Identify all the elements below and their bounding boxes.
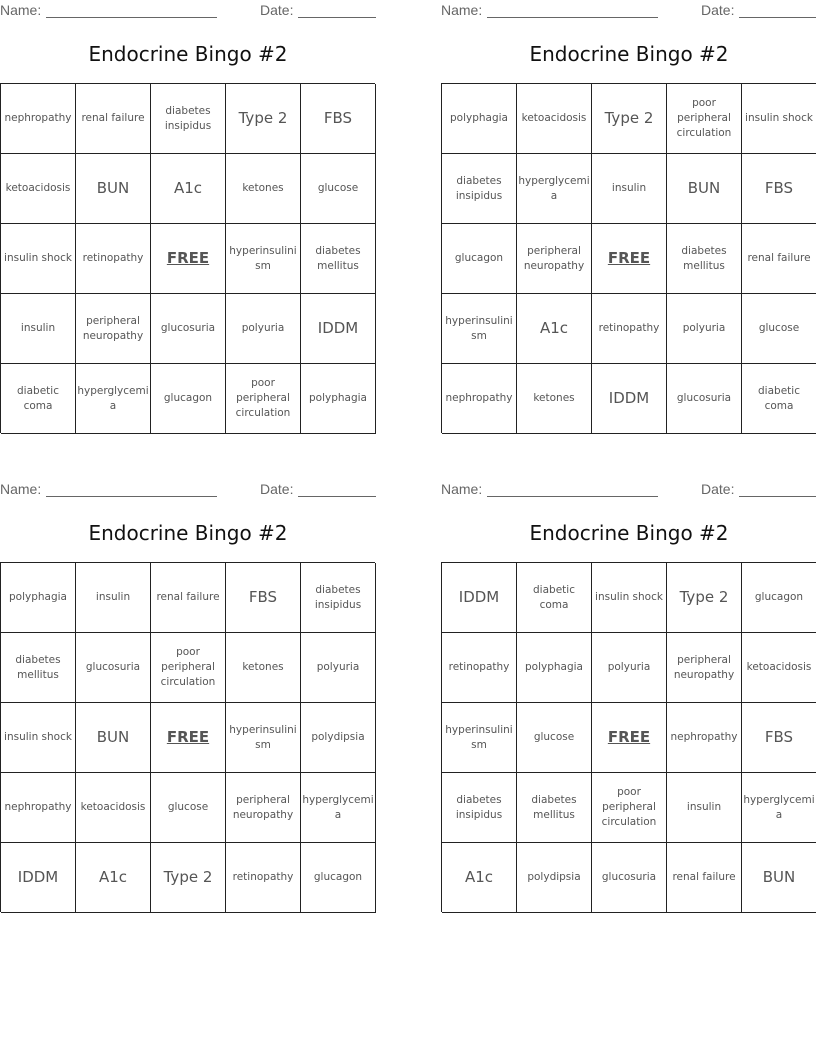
bingo-cell[interactable]: hyperglycemia xyxy=(76,364,151,434)
bingo-cell[interactable]: insulin shock xyxy=(742,84,816,154)
bingo-cell[interactable]: hyperglycemia xyxy=(301,773,376,843)
name-label: Name: xyxy=(0,481,42,497)
card-title: Endocrine Bingo #2 xyxy=(88,42,288,66)
bingo-cell[interactable]: insulin xyxy=(592,154,667,224)
bingo-cell[interactable]: glucagon xyxy=(442,224,517,294)
bingo-cell[interactable]: ketones xyxy=(226,633,301,703)
date-field[interactable] xyxy=(298,17,376,18)
bingo-cell[interactable]: glucose xyxy=(151,773,226,843)
bingo-cell[interactable]: A1c xyxy=(151,154,226,224)
bingo-cell[interactable]: insulin xyxy=(1,294,76,364)
bingo-cell[interactable]: insulin xyxy=(76,563,151,633)
card-header xyxy=(0,479,376,499)
date-label: Date: xyxy=(260,2,294,18)
bingo-cell[interactable]: glucagon xyxy=(301,843,376,913)
free-space-cell[interactable]: FREE xyxy=(592,703,667,773)
bingo-cell[interactable]: retinopathy xyxy=(592,294,667,364)
bingo-cell[interactable]: polyphagia xyxy=(517,633,592,703)
bingo-cell[interactable]: diabetes insipidus xyxy=(151,84,226,154)
bingo-cell[interactable]: glucose xyxy=(301,154,376,224)
bingo-cell[interactable]: diabetes insipidus xyxy=(301,563,376,633)
bingo-cell[interactable]: glucosuria xyxy=(151,294,226,364)
bingo-cell[interactable]: polydipsia xyxy=(301,703,376,773)
bingo-cell[interactable]: hyperinsulinism xyxy=(226,703,301,773)
bingo-cell[interactable]: polyphagia xyxy=(301,364,376,434)
bingo-grid xyxy=(0,562,375,912)
date-field[interactable] xyxy=(298,496,376,497)
bingo-cell[interactable]: renal failure xyxy=(667,843,742,913)
bingo-cell[interactable]: glucosuria xyxy=(667,364,742,434)
bingo-cell[interactable]: diabetes mellitus xyxy=(1,633,76,703)
bingo-cell[interactable]: retinopathy xyxy=(76,224,151,294)
bingo-cell[interactable]: peripheral neuropathy xyxy=(76,294,151,364)
bingo-cell[interactable]: diabetes mellitus xyxy=(517,773,592,843)
free-space-cell[interactable]: FREE xyxy=(151,224,226,294)
bingo-cell[interactable]: ketoacidosis xyxy=(76,773,151,843)
bingo-cell[interactable]: poor peripheral circulation xyxy=(592,773,667,843)
bingo-cell[interactable]: Type 2 xyxy=(151,843,226,913)
bingo-cell[interactable]: polyphagia xyxy=(1,563,76,633)
date-field[interactable] xyxy=(739,17,816,18)
bingo-cell[interactable]: polydipsia xyxy=(517,843,592,913)
bingo-grid xyxy=(441,83,816,433)
bingo-cell[interactable]: retinopathy xyxy=(226,843,301,913)
bingo-cell[interactable]: insulin shock xyxy=(592,563,667,633)
bingo-cell[interactable]: insulin xyxy=(667,773,742,843)
date-label: Date: xyxy=(701,481,735,497)
date-label: Date: xyxy=(701,2,735,18)
bingo-cell[interactable]: FBS xyxy=(742,154,816,224)
bingo-cell[interactable]: glucose xyxy=(742,294,816,364)
name-field[interactable] xyxy=(487,496,658,497)
bingo-cell[interactable]: ketones xyxy=(517,364,592,434)
bingo-cell[interactable]: diabetes mellitus xyxy=(667,224,742,294)
bingo-cell[interactable]: poor peripheral circulation xyxy=(151,633,226,703)
card-title: Endocrine Bingo #2 xyxy=(88,521,288,545)
card-header xyxy=(441,479,816,499)
bingo-cell[interactable]: FBS xyxy=(742,703,816,773)
name-label: Name: xyxy=(0,2,42,18)
bingo-cell[interactable]: insulin shock xyxy=(1,224,76,294)
bingo-cell[interactable]: nephropathy xyxy=(667,703,742,773)
bingo-cell[interactable]: hyperinsulinism xyxy=(442,294,517,364)
bingo-cell[interactable]: FBS xyxy=(301,84,376,154)
card-header xyxy=(441,0,816,20)
bingo-cell[interactable]: diabetic coma xyxy=(1,364,76,434)
bingo-cell[interactable]: A1c xyxy=(517,294,592,364)
bingo-cell[interactable]: ketones xyxy=(226,154,301,224)
bingo-cell[interactable]: nephropathy xyxy=(1,773,76,843)
date-label: Date: xyxy=(260,481,294,497)
bingo-cell[interactable]: BUN xyxy=(76,154,151,224)
bingo-cell[interactable]: glucosuria xyxy=(592,843,667,913)
bingo-cell[interactable]: renal failure xyxy=(76,84,151,154)
bingo-cell[interactable]: poor peripheral circulation xyxy=(667,84,742,154)
bingo-cell[interactable]: glucagon xyxy=(151,364,226,434)
bingo-cell[interactable]: renal failure xyxy=(151,563,226,633)
bingo-cell[interactable]: polyphagia xyxy=(442,84,517,154)
bingo-cell[interactable]: diabetes insipidus xyxy=(442,773,517,843)
bingo-cell[interactable]: BUN xyxy=(76,703,151,773)
date-field[interactable] xyxy=(739,496,816,497)
bingo-cell[interactable]: diabetic coma xyxy=(517,563,592,633)
bingo-cell[interactable]: nephropathy xyxy=(442,364,517,434)
bingo-cell[interactable]: diabetes insipidus xyxy=(442,154,517,224)
bingo-card xyxy=(441,479,816,913)
bingo-cell[interactable]: ketoacidosis xyxy=(1,154,76,224)
bingo-cell[interactable]: polyuria xyxy=(592,633,667,703)
name-label: Name: xyxy=(441,2,483,18)
bingo-card xyxy=(0,479,376,913)
bingo-cell[interactable]: IDDM xyxy=(442,563,517,633)
bingo-cell[interactable]: hyperglycemia xyxy=(742,773,816,843)
card-title: Endocrine Bingo #2 xyxy=(529,521,729,545)
name-field[interactable] xyxy=(46,17,217,18)
bingo-cell[interactable]: diabetes mellitus xyxy=(301,224,376,294)
bingo-cell[interactable]: glucose xyxy=(517,703,592,773)
bingo-cell[interactable]: Type 2 xyxy=(592,84,667,154)
bingo-cell[interactable]: ketoacidosis xyxy=(742,633,816,703)
bingo-cell[interactable]: renal failure xyxy=(742,224,816,294)
bingo-grid xyxy=(441,562,816,912)
bingo-cell[interactable]: Type 2 xyxy=(226,84,301,154)
bingo-cell[interactable]: polyuria xyxy=(667,294,742,364)
bingo-cell[interactable]: polyuria xyxy=(301,633,376,703)
bingo-cell[interactable]: ketoacidosis xyxy=(517,84,592,154)
bingo-cell[interactable]: poor peripheral circulation xyxy=(226,364,301,434)
bingo-cell[interactable]: IDDM xyxy=(301,294,376,364)
card-header xyxy=(0,0,376,20)
name-field[interactable] xyxy=(487,17,658,18)
bingo-card xyxy=(0,0,376,434)
bingo-cell[interactable]: diabetic coma xyxy=(742,364,816,434)
bingo-grid xyxy=(0,83,375,433)
bingo-cell[interactable]: hyperinsulinism xyxy=(442,703,517,773)
free-space-cell[interactable]: FREE xyxy=(592,224,667,294)
card-title: Endocrine Bingo #2 xyxy=(529,42,729,66)
bingo-cell[interactable]: IDDM xyxy=(1,843,76,913)
bingo-cell[interactable]: BUN xyxy=(667,154,742,224)
bingo-cell[interactable]: hyperglycemia xyxy=(517,154,592,224)
name-label: Name: xyxy=(441,481,483,497)
bingo-cell[interactable]: glucosuria xyxy=(76,633,151,703)
bingo-cell[interactable]: hyperinsulinism xyxy=(226,224,301,294)
bingo-cell[interactable]: insulin shock xyxy=(1,703,76,773)
bingo-cell[interactable]: A1c xyxy=(442,843,517,913)
bingo-cell[interactable]: glucagon xyxy=(742,563,816,633)
name-field[interactable] xyxy=(46,496,217,497)
bingo-cell[interactable]: retinopathy xyxy=(442,633,517,703)
bingo-cell[interactable]: peripheral neuropathy xyxy=(667,633,742,703)
bingo-cell[interactable]: Type 2 xyxy=(667,563,742,633)
free-space-cell[interactable]: FREE xyxy=(151,703,226,773)
bingo-cell[interactable]: peripheral neuropathy xyxy=(517,224,592,294)
bingo-cell[interactable]: FBS xyxy=(226,563,301,633)
bingo-cell[interactable]: A1c xyxy=(76,843,151,913)
bingo-cell[interactable]: nephropathy xyxy=(1,84,76,154)
bingo-cell[interactable]: peripheral neuropathy xyxy=(226,773,301,843)
bingo-cell[interactable]: IDDM xyxy=(592,364,667,434)
bingo-cell[interactable]: polyuria xyxy=(226,294,301,364)
bingo-card xyxy=(441,0,816,434)
bingo-cell[interactable]: BUN xyxy=(742,843,816,913)
